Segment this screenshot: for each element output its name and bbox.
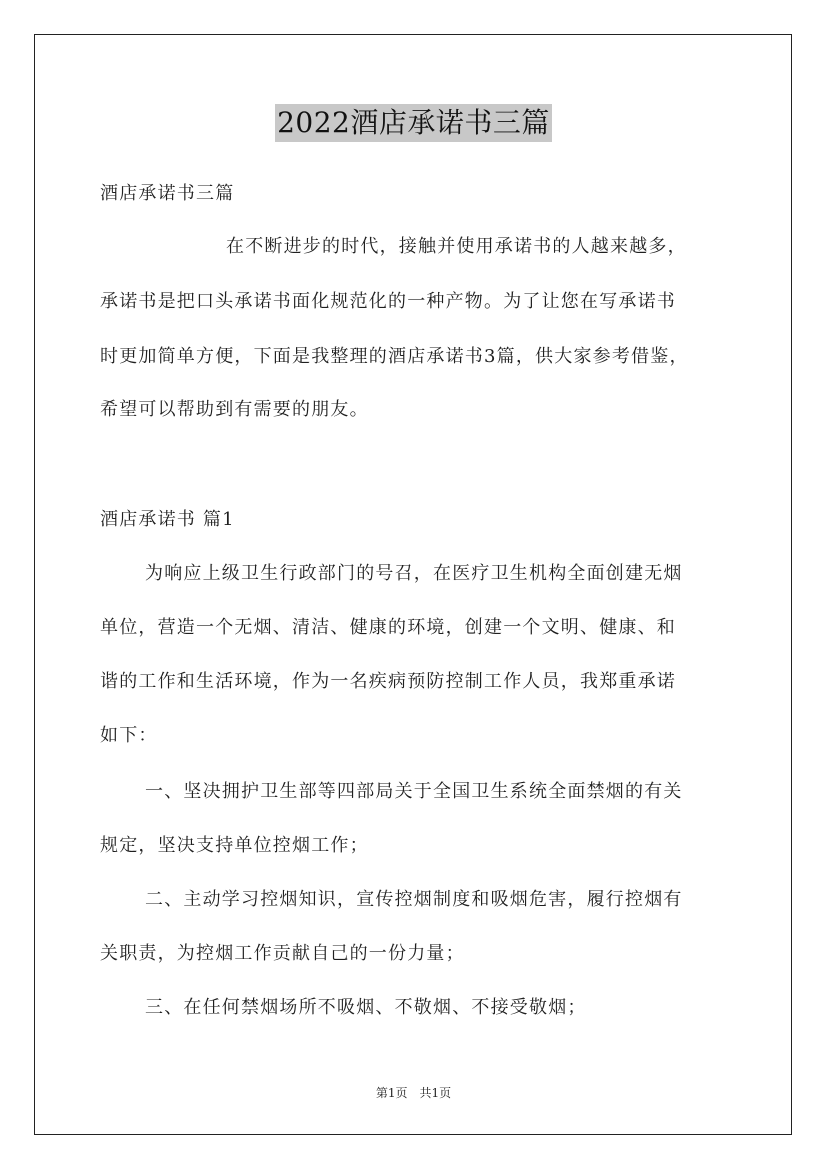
paragraph-line: 单位，营造一个无烟、清洁、健康的环境，创建一个文明、健康、和 (100, 617, 676, 638)
paragraph-line: 三、在任何禁烟场所不吸烟、不敬烟、不接受敬烟； (145, 997, 587, 1018)
paragraph-line: 二、主动学习控烟知识，宣传控烟制度和吸烟危害，履行控烟有 (145, 889, 683, 910)
paragraph-line: 规定，坚决支持单位控烟工作； (100, 835, 369, 856)
intro-line: 时更加简单方便，下面是我整理的酒店承诺书3篇，供大家参考借鉴， (100, 346, 689, 367)
intro-line: 在不断进步的时代，接触并使用承诺书的人越来越多， (226, 236, 687, 257)
paragraph-line: 为响应上级卫生行政部门的号召，在医疗卫生机构全面创建无烟 (145, 563, 683, 584)
page-footer: 第1页 共1页 (375, 1086, 452, 1100)
intro-line: 希望可以帮助到有需要的朋友。 (100, 399, 369, 420)
paragraph-line: 如下： (100, 725, 158, 746)
paragraph-line: 谐的工作和生活环境，作为一名疾病预防控制工作人员，我郑重承诺 (100, 671, 676, 692)
document-title: 2022酒店承诺书三篇 (275, 104, 552, 142)
intro-line: 承诺书是把口头承诺书面化规范化的一种产物。为了让您在写承诺书 (100, 291, 676, 312)
paragraph-line: 关职责，为控烟工作贡献自己的一份力量； (100, 943, 465, 964)
title-wrapper (0, 104, 827, 142)
paragraph-line: 一、坚决拥护卫生部等四部局关于全国卫生系统全面禁烟的有关 (145, 781, 683, 802)
subtitle: 酒店承诺书三篇 (100, 183, 235, 204)
section-heading: 酒店承诺书 篇1 (100, 509, 235, 530)
